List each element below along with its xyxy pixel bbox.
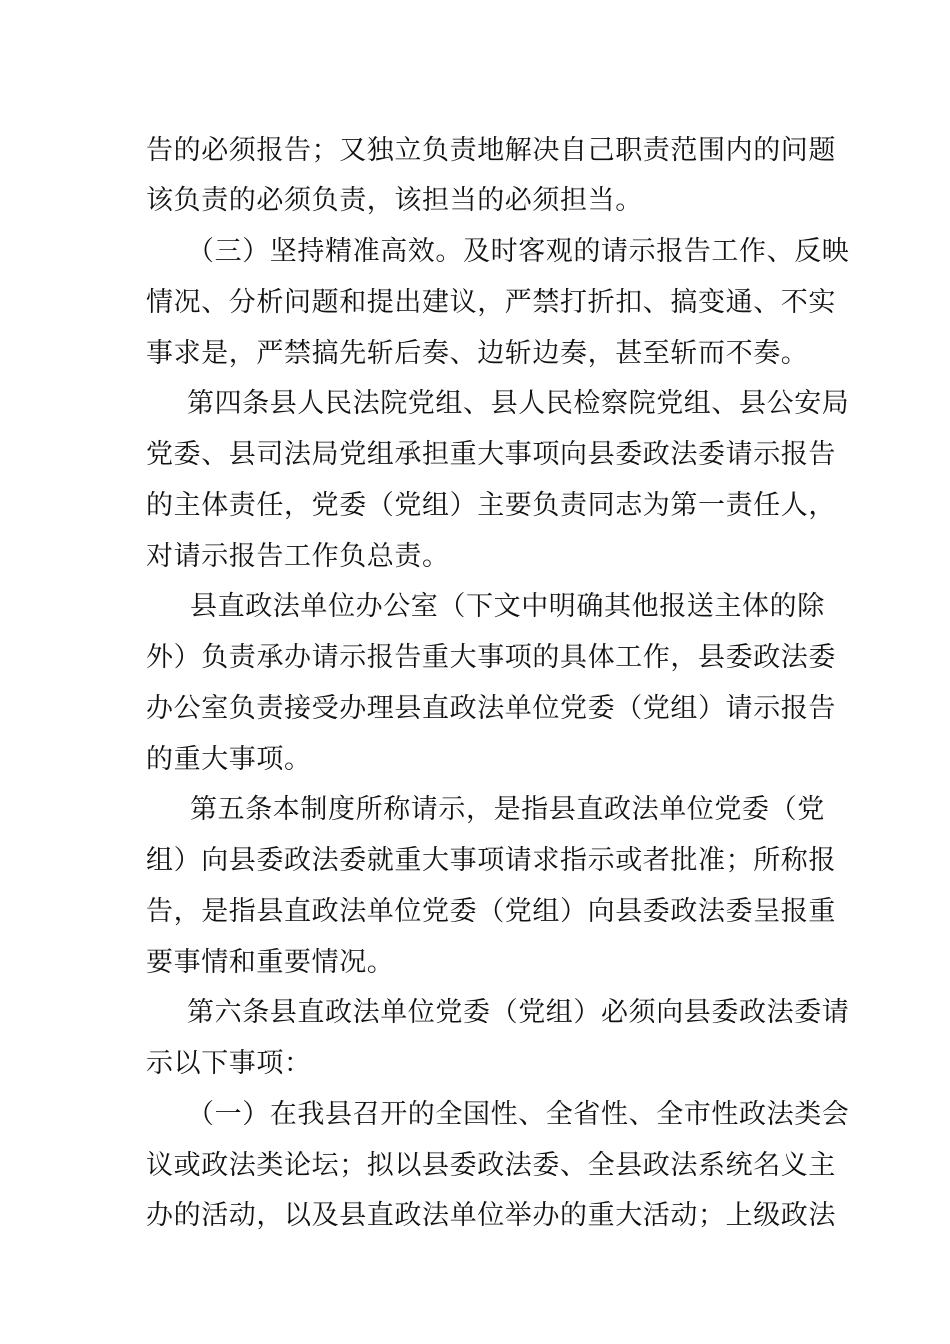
text-line: （一）在我县召开的全国性、全省性、全市性政法类会 [187,1099,850,1130]
text-line: 示以下事项： [146,1048,312,1079]
text-line: 外）负责承办请示报告重大事项的具体工作，县委政法委 [146,642,836,673]
text-line: 第四条县人民法院党组、县人民检察院党组、县公安局 [187,388,850,419]
text-line: 党委、县司法局党组承担重大事项向县委政法委请示报告 [146,439,836,470]
text-line: 议或政法类论坛；拟以县委政法委、全县政法系统名义主 [146,1150,836,1181]
text-line: 第五条本制度所称请示，是指县直政法单位党委（党 [190,794,825,825]
text-line: 要事情和重要情况。 [146,947,395,978]
text-line: 事求是，严禁搞先斩后奏、边斩边奏，甚至斩而不奏。 [146,338,809,369]
text-line: 办公室负责接受办理县直政法单位党委（党组）请示报告 [146,693,836,724]
text-line: 告，是指县直政法单位党委（党组）向县委政法委呈报重 [146,896,836,927]
text-line: （三）坚持精准高效。及时客观的请示报告工作、反映 [187,236,850,267]
text-line: 的重大事项。 [146,744,312,775]
text-line: 组）向县委政法委就重大事项请求指示或者批准；所称报 [146,845,836,876]
text-line: 第六条县直政法单位党委（党组）必须向县委政法委请 [187,997,850,1028]
text-line: 县直政法单位办公室（下文中明确其他报送主体的除 [190,591,825,622]
text-line: 办的活动，以及县直政法单位举办的重大活动；上级政法 [146,1200,836,1231]
text-line: 情况、分析问题和提出建议，严禁打折扣、搞变通、不实 [146,287,836,318]
text-line: 该负责的必须负责，该担当的必须担当。 [146,185,643,216]
text-line: 对请示报告工作负总责。 [146,541,450,572]
text-line: 告的必须报告；又独立负责地解决自己职责范围内的问题 [146,135,836,166]
text-line: 的主体责任，党委（党组）主要负责同志为第一责任人， [146,490,836,521]
